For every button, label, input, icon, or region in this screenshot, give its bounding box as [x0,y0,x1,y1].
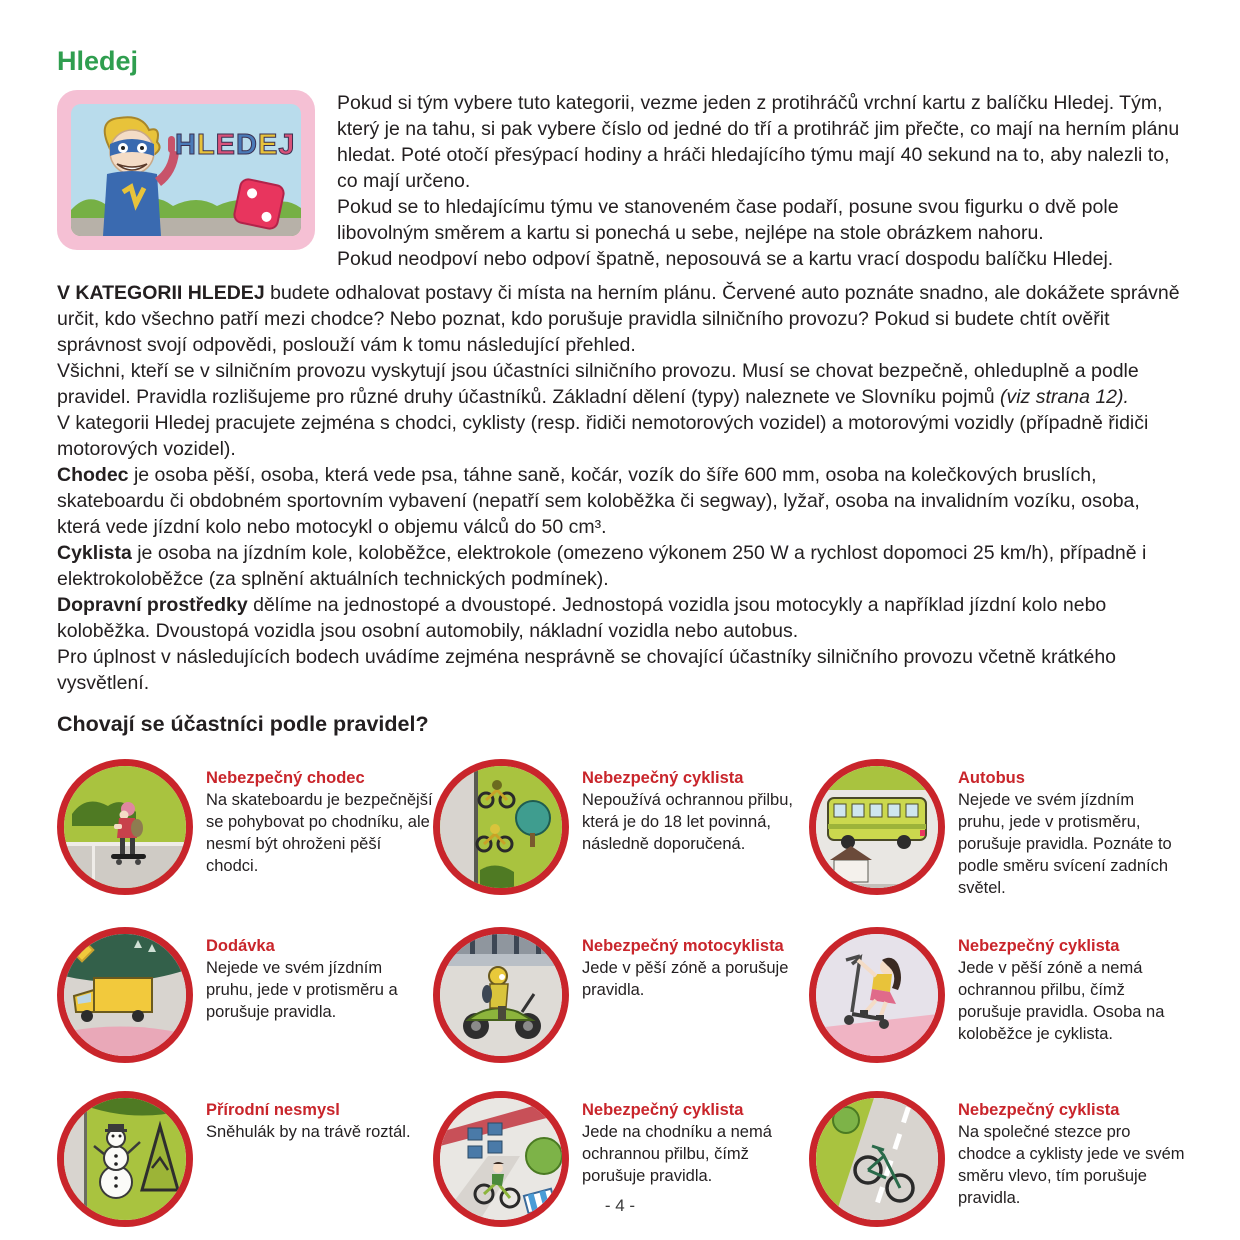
paragraph: V kategorii Hledej pracujete zejména s chodci, cyklisty (resp. řidiči nemotorových vozidel) a motorovými vozidly (případně řidiči motorových vozidel). [57,412,1149,460]
example-text: Nejede ve svém jízdním pruhu, jede v protisměru, porušuje pravidla. Poznáte to podle směru svícení zadních světel. [958,791,1172,897]
illustration-bus [809,759,945,895]
example-text: Nejede ve svém jízdním pruhu, jede v protisměru a porušuje pravidla. [206,959,398,1021]
example-text: Jede v pěší zóně a nemá ochrannou přilbu, čímž porušuje pravidla. Osoba na koloběžce je cyklista. [958,959,1165,1043]
example-text: Jede na chodníku a nemá ochrannou přilbu, čímž porušuje pravidla. [582,1123,772,1185]
illustration-girl-on-scooter [809,927,945,1063]
example-item [57,927,433,1063]
example-item [57,759,433,899]
example-title: Nebezpečný cyklista [958,937,1120,955]
example-title: Nebezpečný motocyklista [582,937,784,955]
intro-text [337,90,1185,272]
example-title: Nebezpečný cyklista [958,1101,1120,1119]
example-text: Jede v pěší zóně a porušuje pravidla. [582,959,789,999]
intro-section [57,90,1185,272]
paragraph-lead: Chodec [57,464,129,486]
paragraph: V KATEGORII HLEDEJ budete odhalovat postavy či místa na herním plánu. Červené auto poznáte snadno, ale dokážete správně určit, kdo všechno patří mezi chodce? Nebo poznat, kdo porušuje pravidla silničního provozu? Pokud si budete chtít ověřit správnost svojí odpovědi, poslouží vám k tomu následující přehled. [57,282,1180,356]
example-item [433,759,809,899]
example-title: Přírodní nesmysl [206,1101,340,1119]
example-item [809,759,1185,899]
example-item [433,927,809,1063]
section-heading: Chovají se účastníci podle pravidel? [57,712,429,736]
paragraph-lead: Cyklista [57,542,132,564]
illustration-cyclists [433,759,569,895]
example-title: Dodávka [206,937,275,955]
example-title: Nebezpečný cyklista [582,769,744,787]
page-title: Hledej [57,46,139,76]
paragraph: Chodec je osoba pěší, osoba, která vede psa, táhne saně, kočár, vozík do šíře 600 mm, osoba na kolečkových bruslích, skateboardu či obdobném sportovním vybavení (nepatří sem koloběžka či segway), lyžař, osoba na invalidním vozíku, osoba, která vede jízdní kolo nebo motocykl o objemu válců do 50 cm³. [57,464,1140,538]
example-title: Nebezpečný cyklista [582,1101,744,1119]
example-text: Nepoužívá ochrannou přilbu, která je do 18 let povinná, následně doporučená. [582,791,793,853]
paragraph: Pokud si tým vybere tuto kategorii, vezme jeden z protihráčů vrchní kartu z balíčku Hledej. Tým, který je na tahu, si pak vybere číslo od jedné do tří a protihráč jim přečte, co mají na herním plánu hledat. Poté otočí přesýpací hodiny a hráči hledajícího týmu mají 40 sekund na to, aby nalezli to, co mají určeno. [337,92,1180,192]
paragraph: Pro úplnost v následujících bodech uvádíme zejména nesprávně se chovající účastníky silničního provozu včetně krátkého vysvětlení. [57,646,1117,694]
paragraph: Pokud se to hledajícímu týmu ve stanoveném čase podaří, posune svou figurku o dvě pole libovolným směrem a kartu si ponechá u sebe, nejlépe na stole obrázkem nahoru. [337,196,1119,244]
paragraph: Všichni, kteří se v silničním provozu vyskytují jsou účastníci silničního provozu. Musí se chovat bezpečně, ohleduplně a podle pravidel. Pravidla rozlišujeme pro různé druhy účastníků. Základní dělení (typy) naleznete ve Slovníku pojmů (viz strana 12). [57,360,1139,408]
illustration-skateboarder [57,759,193,895]
example-item [809,927,1185,1063]
paragraph-lead: Dopravní prostředky [57,594,248,616]
example-text: Na skateboardu je bezpečnější se pohybovat po chodníku, ale nesmí být ohroženi pěší chodci. [206,791,433,875]
italic-note: (viz strana 12). [999,386,1129,408]
paragraph: Dopravní prostředky dělíme na jednostopé a dvoustopé. Jednostopá vozidla jsou motocykly a například jízdní kolo nebo koloběžka. Dvoustopá vozidla jsou osobní automobily, nákladní vozidla nebo autobus. [57,594,1107,642]
illustration-van [57,927,193,1063]
illustration-motorcyclist [433,927,569,1063]
examples-grid [57,759,1185,1227]
body-section [57,280,1185,696]
example-text: Na společné stezce pro chodce a cyklisty jede ve svém směru vlevo, tím porušuje pravidla. [958,1123,1185,1207]
example-text: Sněhulák by na trávě roztál. [206,1123,411,1141]
paragraph-lead: V KATEGORII HLEDEJ [57,282,265,304]
example-title: Nebezpečný chodec [206,769,365,787]
hledej-card-illustration [57,90,315,250]
paragraph: Pokud neodpoví nebo odpoví špatně, neposouvá se a kartu vrací dospodu balíčku Hledej. [337,248,1114,270]
example-title: Autobus [958,769,1025,787]
page-number: - 4 - [604,1196,636,1215]
card-label: HLEDEJ [175,129,296,161]
paragraph: Cyklista je osoba na jízdním kole, koloběžce, elektrokole (omezeno výkonem 250 W a rychlost dopomoci 25 km/h), případně i elektrokoloběžce (za splnění aktuálních technických podmínek). [57,542,1147,590]
